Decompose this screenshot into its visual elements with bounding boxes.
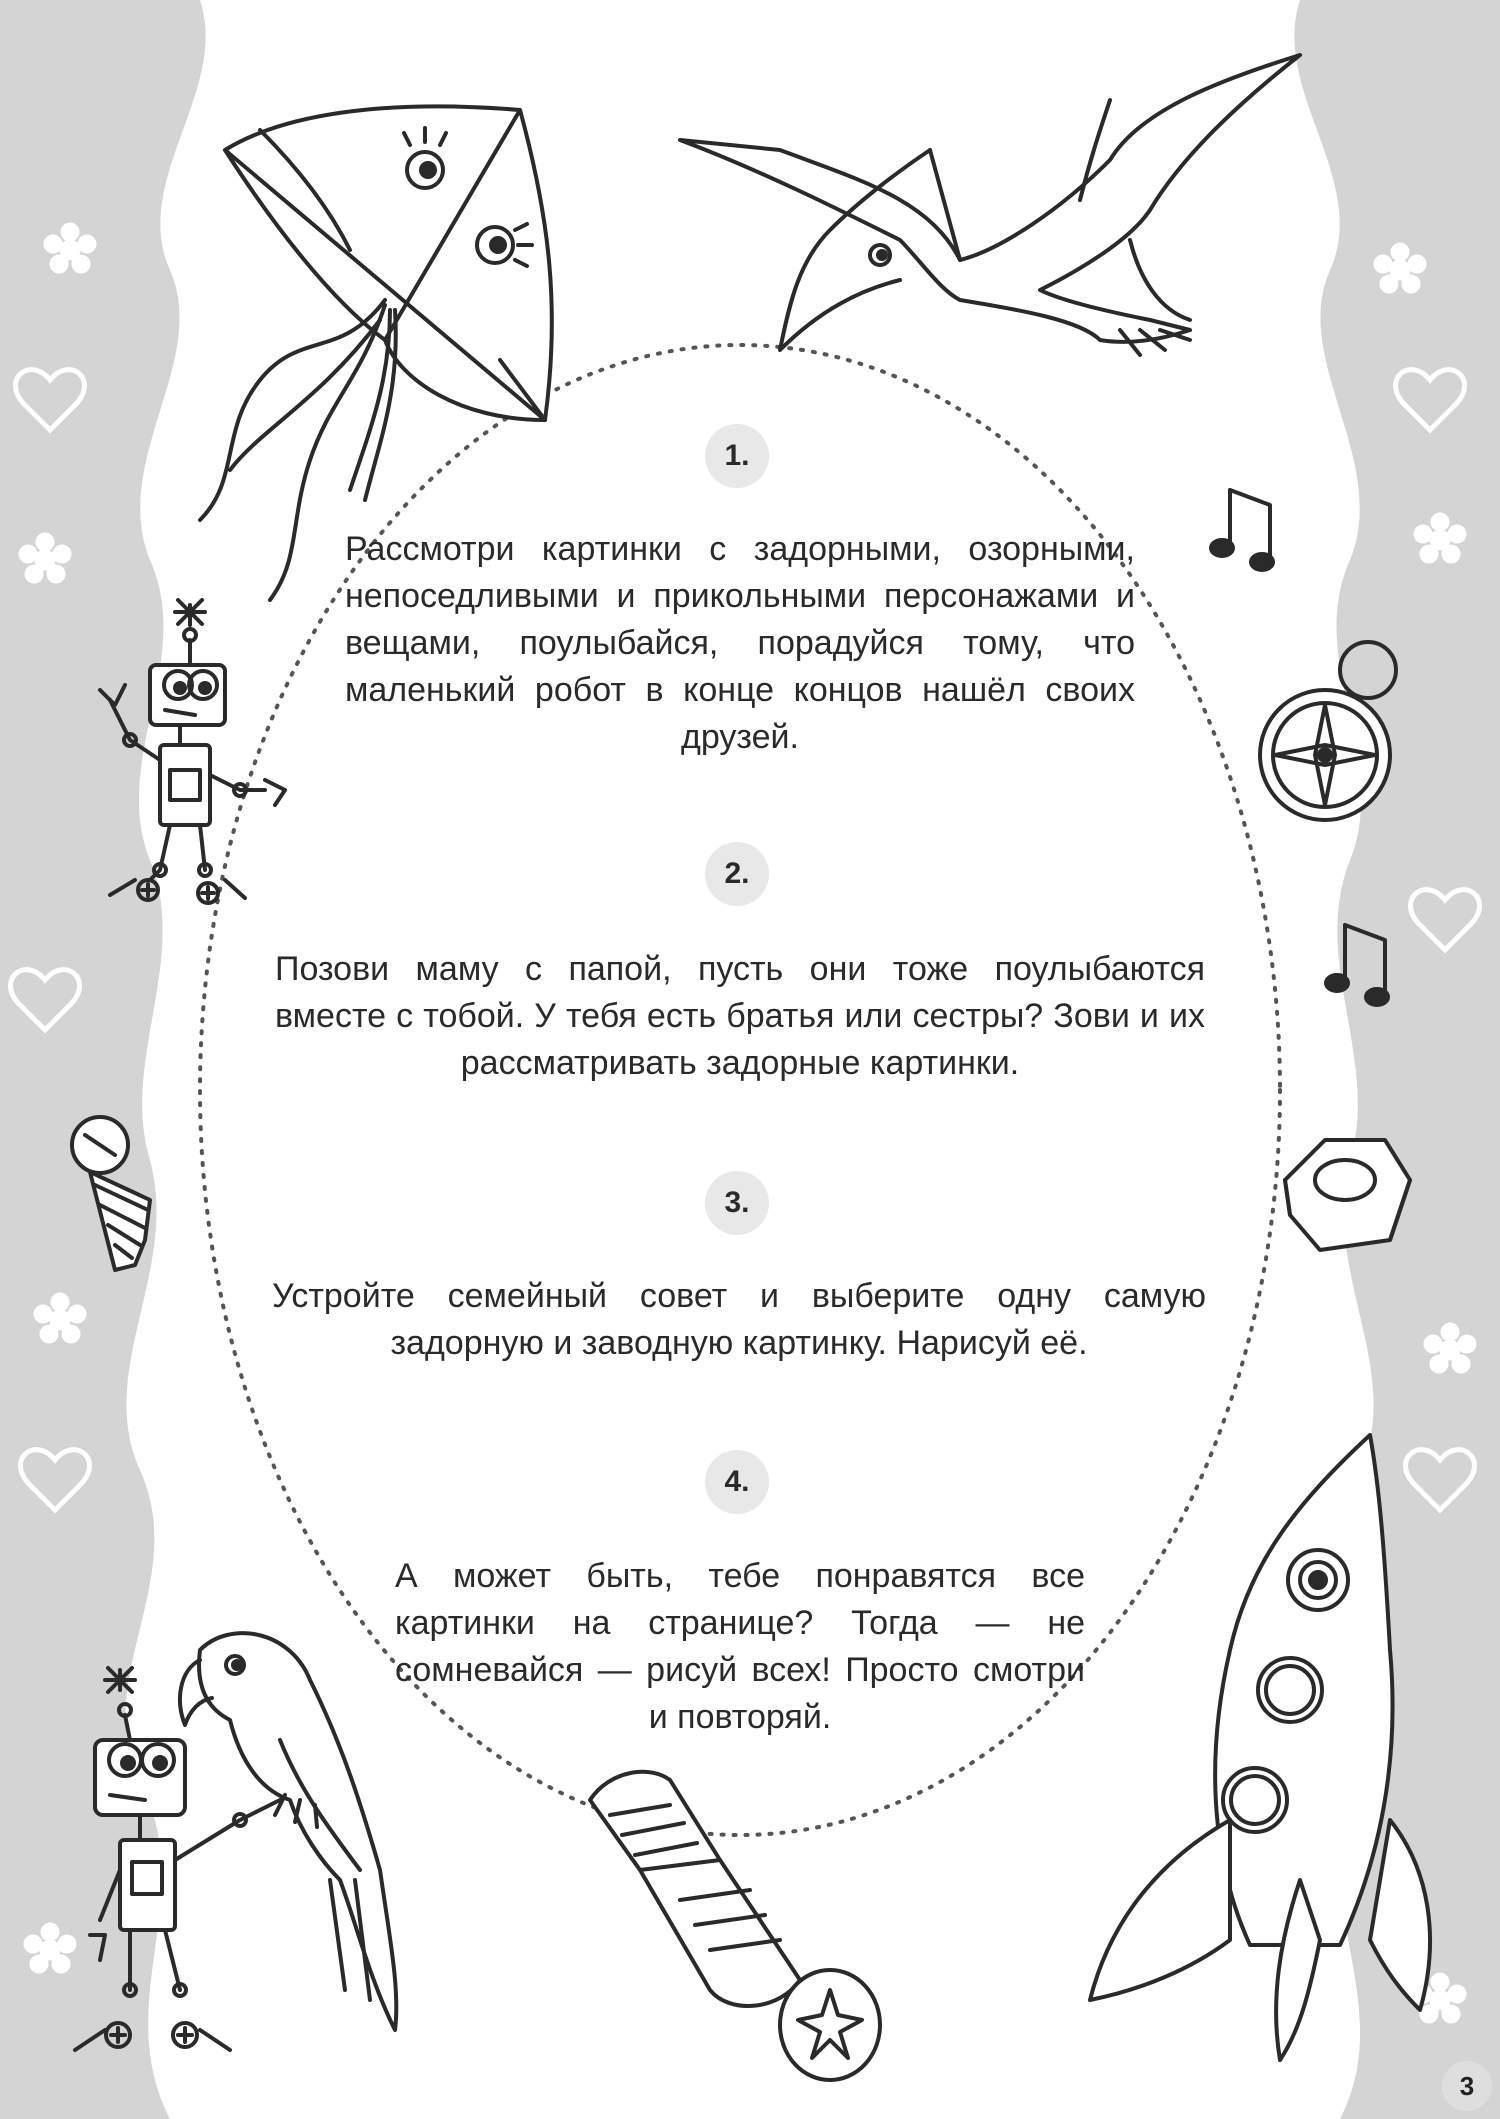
instruction-text-1: Рассмотри картинки с задорными, озорными, непоседливыми и прикольными персонажами и вещами, поулыбайся, порадуйся тому, что маленький робот в конце концов нашёл своих друзей. — [345, 530, 1135, 756]
step-number-1: 1. — [705, 424, 769, 488]
page-number: 3 — [1442, 2061, 1492, 2111]
step-number-4: 4. — [705, 1450, 769, 1514]
instruction-text-4: А может быть, тебе понравятся все картинки на странице? Тогда — не сомневайся — рисуй всех! Просто смотри и повторяй. — [395, 1557, 1085, 1736]
step-number-3: 3. — [705, 1171, 769, 1235]
instruction-text-2: Позови маму с папой, пусть они тоже поулыбаются вместе с тобой. У тебя есть братья или сестры? Зови и их рассматривать задорные картинки. — [275, 950, 1205, 1082]
instruction-text-3: Устройте семейный совет и выберите одну самую задорную и заводную картинку. Нарисуй её. — [272, 1277, 1206, 1362]
step-number-2: 2. — [705, 842, 769, 906]
